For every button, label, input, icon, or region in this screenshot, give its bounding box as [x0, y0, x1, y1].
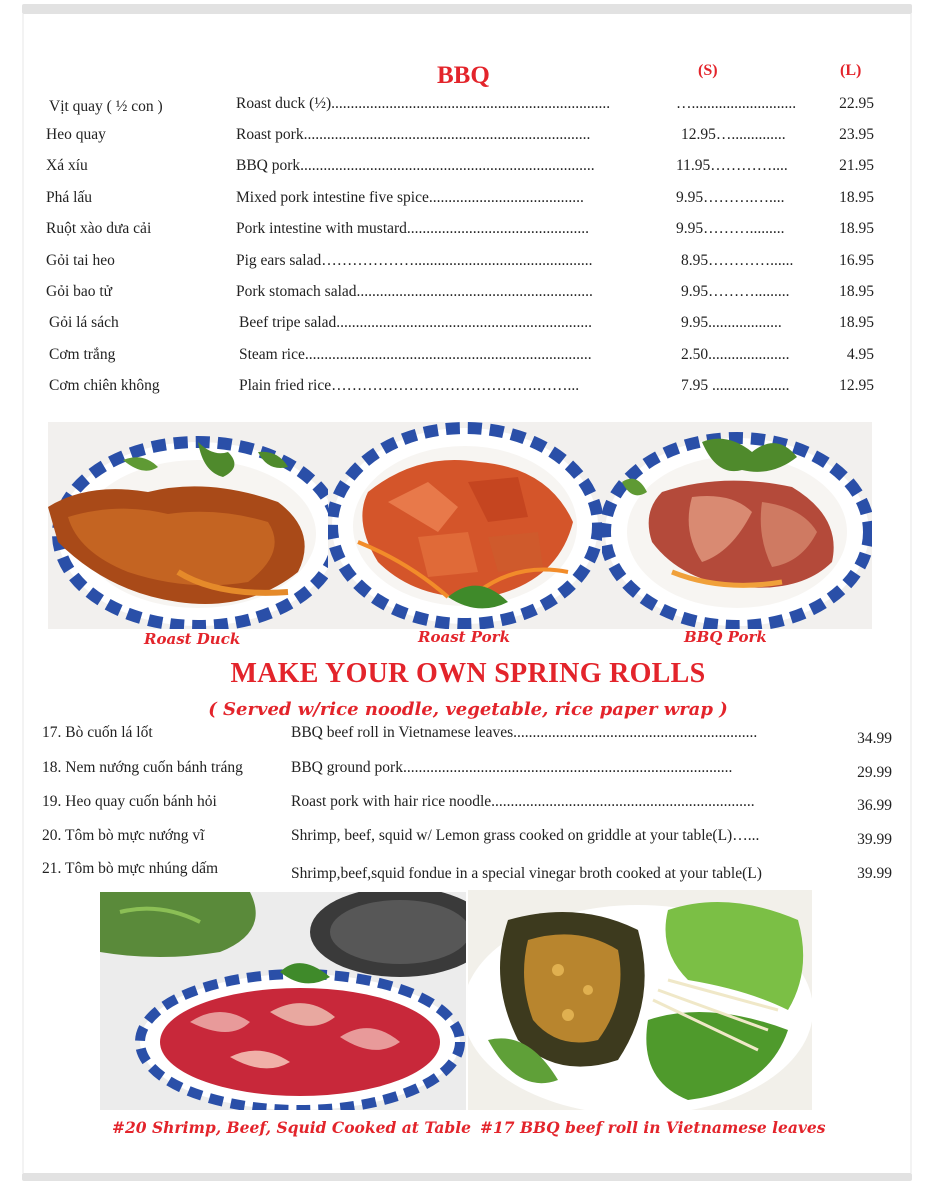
large-price: 12.95 — [839, 377, 874, 394]
small-price: 7.95 .................... — [681, 377, 790, 394]
bbq-menu-row — [0, 126, 936, 152]
spring-rolls-subtitle: ( Served w/rice noodle, vegetable, rice paper wrap ) — [208, 699, 728, 720]
roast-duck-illustration — [48, 422, 328, 629]
shrimp-beef-squid-photo — [100, 892, 466, 1110]
bbq-menu-row — [0, 377, 936, 403]
bbq-menu-row — [0, 346, 936, 372]
large-price: 16.95 — [839, 252, 874, 269]
vietnamese-dish-name: Cơm trắng — [49, 346, 116, 363]
vietnamese-dish-name: Heo quay — [46, 126, 106, 143]
english-dish-name: BBQ beef roll in Vietnamese leaves............................................................... — [291, 724, 758, 741]
large-price: 4.95 — [846, 346, 874, 363]
roast-pork-illustration — [328, 422, 602, 629]
large-price: 21.95 — [839, 157, 874, 174]
small-price: 9.95................... — [681, 314, 782, 331]
bbq-menu-row — [0, 189, 936, 215]
bbq-menu-row — [0, 220, 936, 246]
english-dish-name: BBQ ground pork..................................................................................... — [291, 759, 733, 776]
english-dish-name: Shrimp, beef, squid w/ Lemon grass cooked on griddle at your table(L)…... — [291, 827, 760, 844]
english-dish-name: Pork intestine with mustard............................................... — [236, 220, 590, 237]
vietnamese-dish-name: 18. Nem nướng cuốn bánh tráng — [42, 759, 243, 776]
dish-price: 34.99 — [857, 730, 892, 747]
large-price: 23.95 — [839, 126, 874, 143]
vietnamese-dish-name: Cơm chiên không — [49, 377, 160, 394]
vietnamese-dish-name: 17. Bò cuốn lá lốt — [42, 724, 153, 741]
bbq-beef-roll-illustration — [468, 890, 812, 1110]
vietnamese-dish-name: Phá lấu — [46, 189, 93, 206]
shrimp-beef-squid-illustration — [100, 892, 466, 1110]
spring-rolls-section-title: MAKE YOUR OWN SPRING ROLLS — [230, 658, 706, 689]
vietnamese-dish-name: 21. Tôm bò mực nhúng dấm — [42, 860, 219, 877]
english-dish-name: Roast pork with hair rice noodle.................................................................... — [291, 793, 755, 810]
bbq-menu-row — [0, 283, 936, 309]
spring-roll-menu-row — [0, 792, 936, 820]
english-dish-name: Roast duck (½)........................................................................ — [236, 95, 611, 112]
english-dish-name: Roast pork.......................................................................... — [236, 126, 591, 143]
bbq-beef-roll-caption: #17 BBQ beef roll in Vietnamese leaves — [480, 1118, 826, 1137]
spring-roll-menu-row — [0, 724, 936, 752]
roast-pork-photo — [328, 422, 602, 629]
large-price: 18.95 — [839, 189, 874, 206]
vietnamese-dish-name: Gỏi bao tử — [46, 283, 113, 300]
small-price: 11.95………….... — [676, 157, 788, 174]
large-size-header: (L) — [840, 62, 862, 79]
bottom-scroll-edge — [22, 1173, 912, 1181]
bbq-menu-row — [0, 314, 936, 340]
large-price: 18.95 — [839, 283, 874, 300]
vietnamese-dish-name: Gỏi lá sách — [49, 314, 119, 331]
bbq-menu-row — [0, 252, 936, 278]
dish-price: 39.99 — [857, 831, 892, 848]
roast-pork-caption: Roast Pork — [418, 628, 510, 646]
small-price: 8.95…………...... — [681, 252, 794, 269]
dish-price: 39.99 — [857, 865, 892, 882]
top-scroll-edge — [22, 4, 912, 14]
small-price: …........................... — [676, 95, 797, 112]
vietnamese-dish-name: Vịt quay ( ½ con ) — [49, 98, 163, 115]
bbq-pork-photo — [602, 422, 872, 629]
bbq-pork-caption: BBQ Pork — [684, 628, 767, 646]
vietnamese-dish-name: Gỏi tai heo — [46, 252, 115, 269]
english-dish-name: BBQ pork............................................................................ — [236, 157, 595, 174]
small-price: 9.95………......... — [681, 283, 790, 300]
dish-price: 29.99 — [857, 764, 892, 781]
vietnamese-dish-name: 19. Heo quay cuốn bánh hỏi — [42, 793, 217, 810]
english-dish-name: Pork stomach salad............................................................. — [236, 283, 593, 300]
small-price: 12.95….............. — [681, 126, 786, 143]
small-price: 2.50..................... — [681, 346, 790, 363]
page-right-edge — [910, 14, 912, 1173]
vietnamese-dish-name: Ruột xào dưa cải — [46, 220, 152, 237]
bbq-menu-row — [0, 157, 936, 183]
english-dish-name: Plain fried rice………………………………….……... — [239, 377, 580, 394]
roast-duck-photo — [48, 422, 328, 629]
dish-price: 36.99 — [857, 797, 892, 814]
small-price: 9.95………......... — [676, 220, 785, 237]
english-dish-name: Steam rice.......................................................................... — [239, 346, 592, 363]
bbq-section-title: BBQ — [437, 62, 490, 89]
spring-roll-menu-row — [0, 758, 936, 786]
page-left-edge — [22, 14, 24, 1173]
bbq-pork-illustration — [602, 422, 872, 629]
large-price: 18.95 — [839, 220, 874, 237]
english-dish-name: Beef tripe salad.................................................................. — [239, 314, 593, 331]
small-price: 9.95……….….... — [676, 189, 785, 206]
large-price: 18.95 — [839, 314, 874, 331]
vietnamese-dish-name: Xá xíu — [46, 157, 88, 174]
bbq-menu-row — [0, 95, 936, 121]
english-dish-name: Mixed pork intestine five spice........................................ — [236, 189, 584, 206]
english-dish-name: Pig ears salad……………….............................................. — [236, 252, 593, 269]
roast-duck-caption: Roast Duck — [144, 630, 241, 648]
small-size-header: (S) — [698, 62, 718, 79]
shrimp-beef-squid-caption: #20 Shrimp, Beef, Squid Cooked at Table — [112, 1118, 471, 1137]
spring-roll-menu-row — [0, 826, 936, 854]
spring-roll-menu-row — [0, 860, 936, 888]
english-dish-name: Shrimp,beef,squid fondue in a special vinegar broth cooked at your table(L) — [291, 865, 762, 882]
bbq-beef-roll-photo — [468, 890, 812, 1110]
vietnamese-dish-name: 20. Tôm bò mực nướng vĩ — [42, 827, 205, 844]
large-price: 22.95 — [839, 95, 874, 112]
